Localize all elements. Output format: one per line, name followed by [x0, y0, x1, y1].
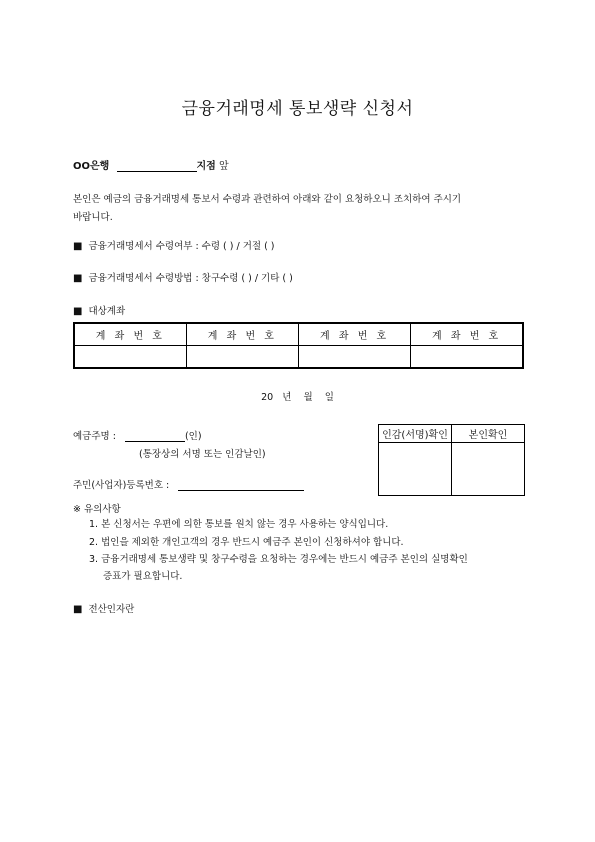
account-table-value-row: [74, 346, 523, 369]
seal-mark: (인): [184, 431, 202, 442]
depositor-name-field[interactable]: [125, 441, 185, 442]
confirmation-body-row: [379, 443, 525, 496]
note-item-2: 2. 법인을 제외한 개인고객의 경우 반드시 예금주 본인이 신청하셔야 합니다.: [89, 537, 404, 548]
date-line: 20 년 월 일: [261, 392, 334, 403]
bank-name: OO은행: [73, 161, 110, 172]
depositor-row: [73, 428, 202, 442]
identity-confirm-header: 본인확인: [452, 425, 525, 443]
addressee-line: [73, 157, 229, 172]
bullet-square-icon: ■: [73, 241, 83, 252]
account-value-cell[interactable]: [74, 346, 186, 369]
registration-row: [73, 477, 304, 491]
branch-blank[interactable]: [117, 171, 197, 172]
confirmation-header-row: [379, 425, 525, 443]
account-table: [73, 322, 524, 369]
receive-option-text: 금융거래명세서 수령여부 : 수령 ( ) / 거절 ( ): [88, 241, 275, 252]
account-header-cell: 계 좌 번 호: [186, 323, 298, 346]
branch-label: 지점: [196, 161, 216, 172]
notes-title: ※ 유의사항: [73, 504, 121, 515]
method-option-row: [73, 270, 293, 284]
registration-number-field[interactable]: [178, 490, 304, 491]
note-item-3: 3. 금융거래명세 통보생략 및 창구수령을 요청하는 경우에는 반드시 예금주 본인의 실명확인: [89, 554, 468, 565]
account-table-header-row: [74, 323, 523, 346]
seal-note: (통장상의 서명 또는 인감날인): [139, 449, 266, 460]
bullet-square-icon: ■: [73, 306, 83, 317]
print-area-heading: [73, 601, 134, 615]
addressee-suffix: 앞: [219, 161, 229, 172]
confirmation-table: [378, 424, 525, 496]
note-item-3-continued: 증표가 필요합니다.: [103, 571, 183, 582]
print-area-text: 전산인자란: [88, 604, 135, 615]
account-header-cell: 계 좌 번 호: [411, 323, 523, 346]
intro-text-line1: 본인은 예금의 금융거래명세 통보서 수령과 관련하여 아래와 같이 요청하오니 조치하여 주시기: [73, 194, 462, 205]
account-header-cell: 계 좌 번 호: [299, 323, 411, 346]
seal-confirm-cell[interactable]: [379, 443, 452, 496]
accounts-heading-text: 대상계좌: [88, 306, 126, 317]
bullet-square-icon: ■: [73, 273, 83, 284]
account-header-cell: 계 좌 번 호: [74, 323, 186, 346]
receive-option-row: [73, 238, 275, 252]
form-title: 금융거래명세 통보생략 신청서: [181, 99, 414, 119]
account-value-cell[interactable]: [186, 346, 298, 369]
identity-confirm-cell[interactable]: [452, 443, 525, 496]
bullet-square-icon: ■: [73, 604, 83, 615]
intro-text-line2: 바랍니다.: [73, 212, 113, 223]
registration-label: 주민(사업자)등록번호 :: [73, 480, 170, 491]
account-value-cell[interactable]: [299, 346, 411, 369]
accounts-section-heading: [73, 303, 125, 317]
depositor-label: 예금주명 :: [73, 431, 116, 442]
method-option-text: 금융거래명세서 수령방법 : 창구수령 ( ) / 기타 ( ): [88, 273, 293, 284]
seal-confirm-header: 인감(서명)확인: [379, 425, 452, 443]
note-item-1: 1. 본 신청서는 우편에 의한 통보를 원치 않는 경우 사용하는 양식입니다.: [89, 519, 389, 530]
account-value-cell[interactable]: [411, 346, 523, 369]
